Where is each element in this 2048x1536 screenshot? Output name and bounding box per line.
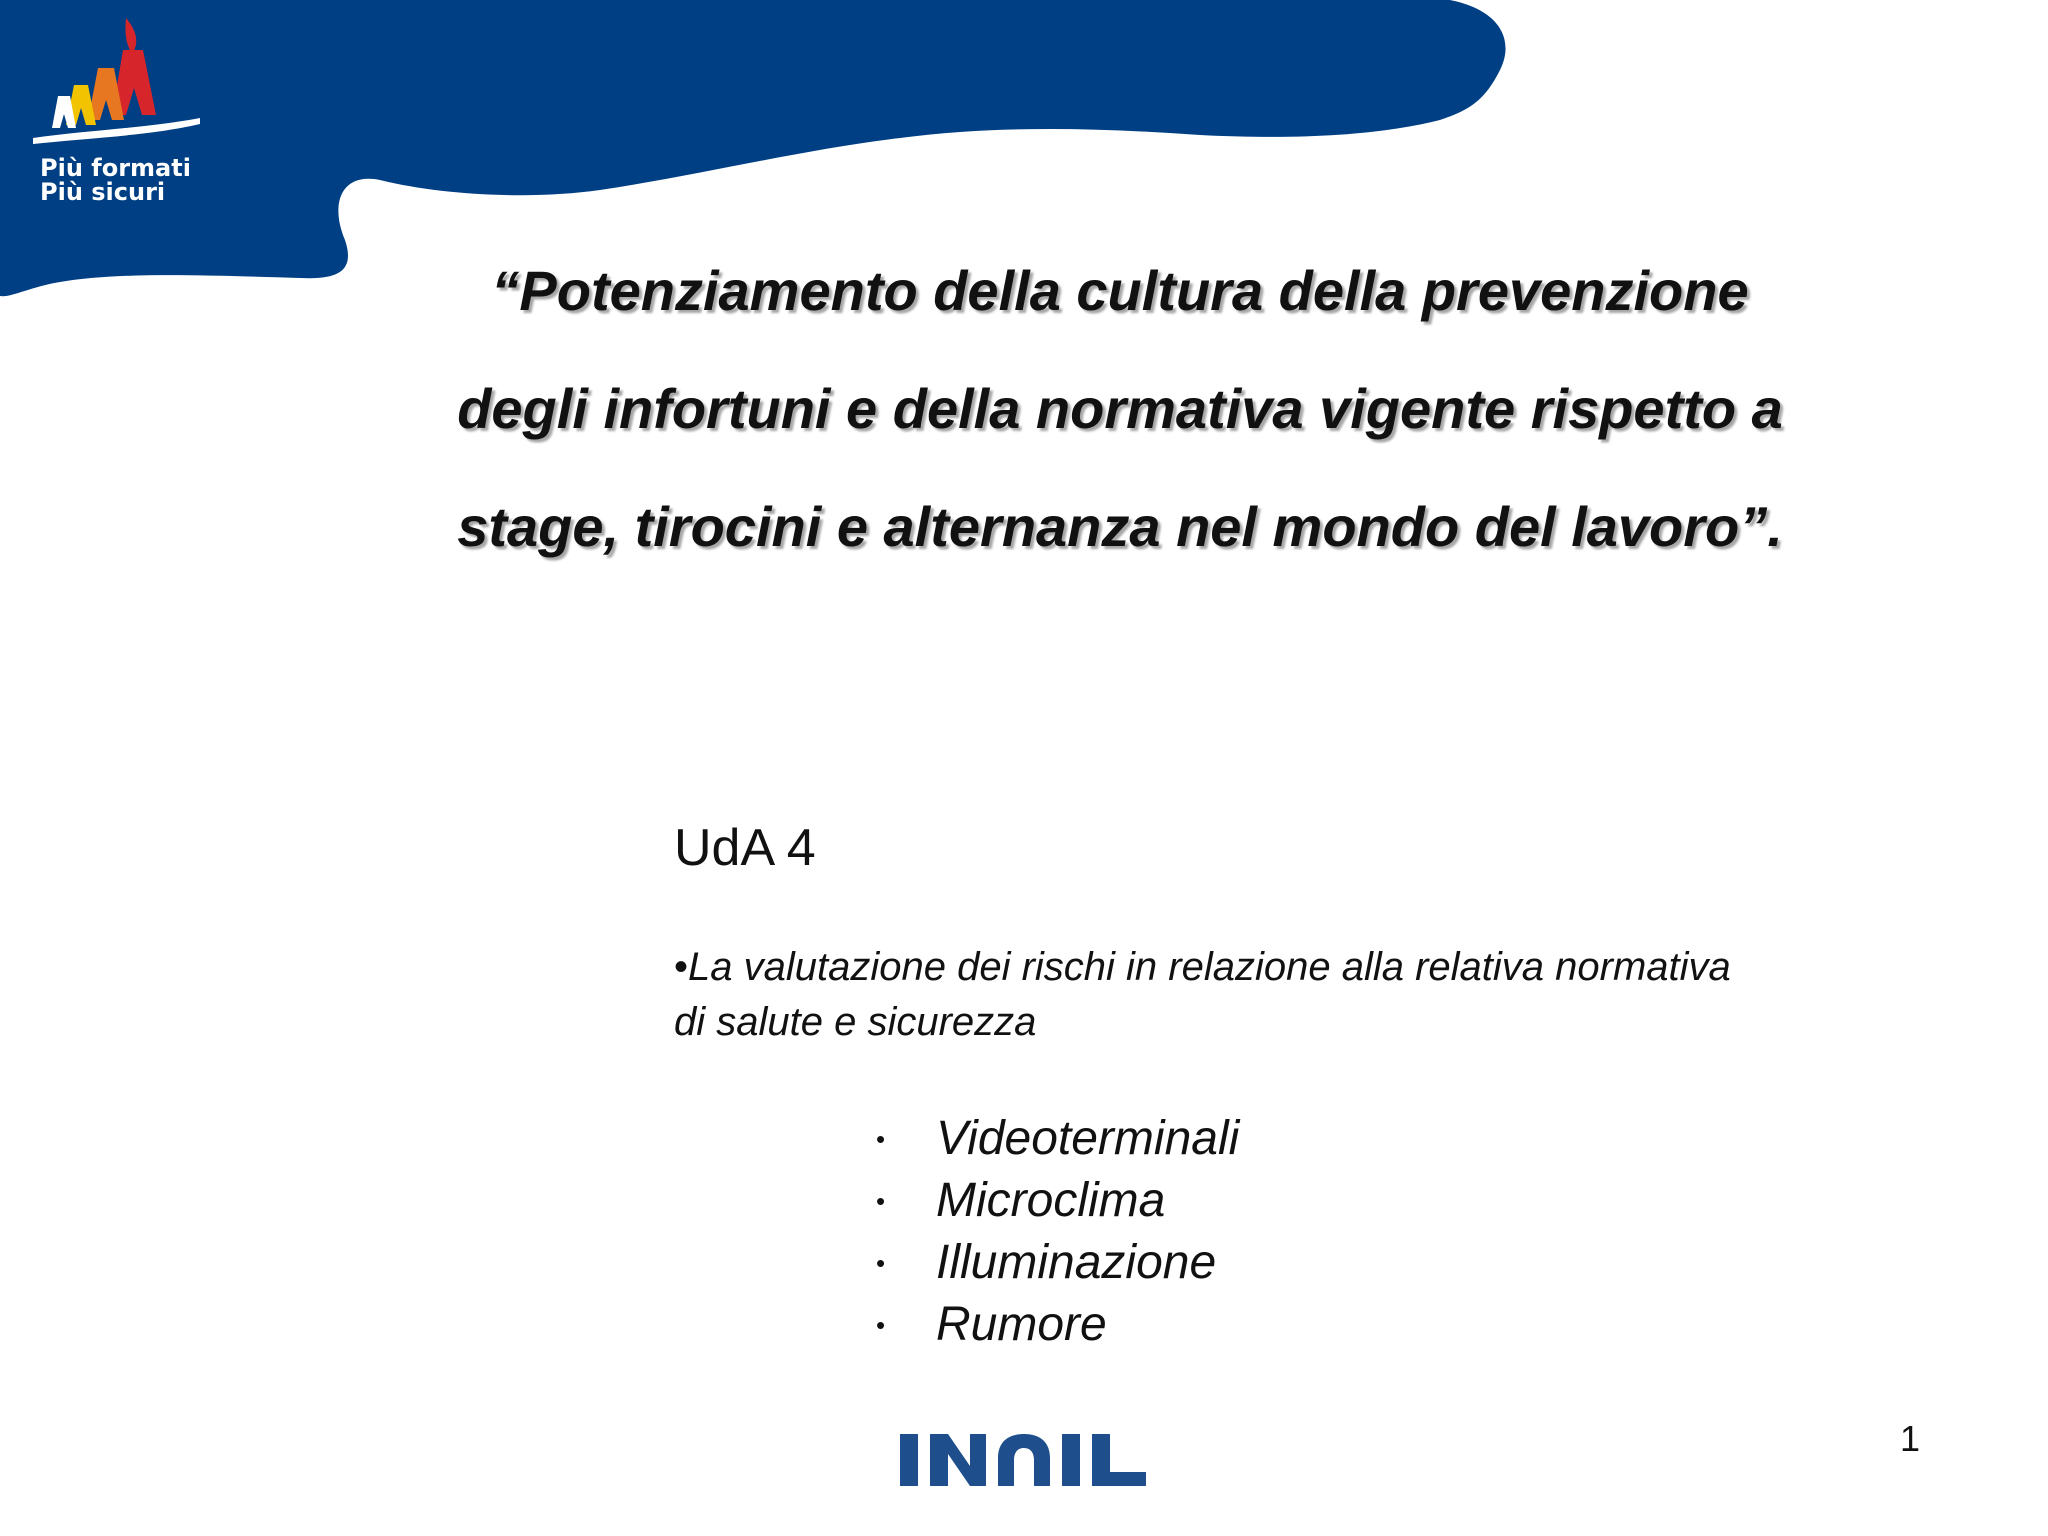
topic-bullet: •: [876, 1310, 886, 1340]
topic-bullet: •: [876, 1124, 886, 1154]
topic-bullet: •: [876, 1186, 886, 1216]
topic-item: [876, 1108, 1239, 1170]
inail-logo-icon: [900, 1428, 1170, 1492]
topic-bullet: •: [876, 1248, 886, 1278]
description-line-1: [674, 940, 1934, 995]
page-number: 1: [1900, 1418, 1921, 1459]
inail-letter-i2: [1062, 1434, 1080, 1486]
description-line-2: di salute e sicurezza: [674, 1000, 1037, 1044]
topics-list: [876, 1108, 1239, 1356]
logo-flame: [125, 18, 136, 54]
title-line-1: “Potenziamento della cultura della prevenzione: [491, 259, 1749, 322]
topic-item: [876, 1232, 1239, 1294]
description-text-1: La valutazione dei rischi in relazione alla relativa normativa: [688, 945, 1731, 989]
inail-letter-l: [1092, 1434, 1146, 1486]
title-line-2: degli infortuni e della normativa vigente rispetto a: [457, 377, 1783, 440]
slide-title: [340, 232, 1900, 586]
inail-letter-a: [998, 1434, 1050, 1486]
inail-letter-i1: [900, 1434, 918, 1486]
description-bullet: •: [674, 945, 689, 989]
topic-label: Rumore: [936, 1298, 1107, 1351]
logo-tagline-line2: Più sicuri: [40, 178, 166, 206]
topic-item: [876, 1294, 1239, 1356]
unit-description: [674, 940, 1934, 1050]
logo-tagline: [40, 156, 191, 204]
topic-label: Videoterminali: [936, 1112, 1240, 1165]
topic-label: Microclima: [936, 1174, 1166, 1227]
unit-label: UdA 4: [674, 819, 816, 877]
topic-item: [876, 1170, 1239, 1232]
inail-letter-n: [930, 1434, 986, 1486]
logo-tagline-line1: Più formati: [40, 154, 191, 182]
title-line-3: stage, tirocini e alternanza nel mondo del lavoro”.: [457, 495, 1783, 558]
topic-label: Illuminazione: [936, 1236, 1217, 1289]
pio-formati-logo-icon: [28, 10, 208, 145]
